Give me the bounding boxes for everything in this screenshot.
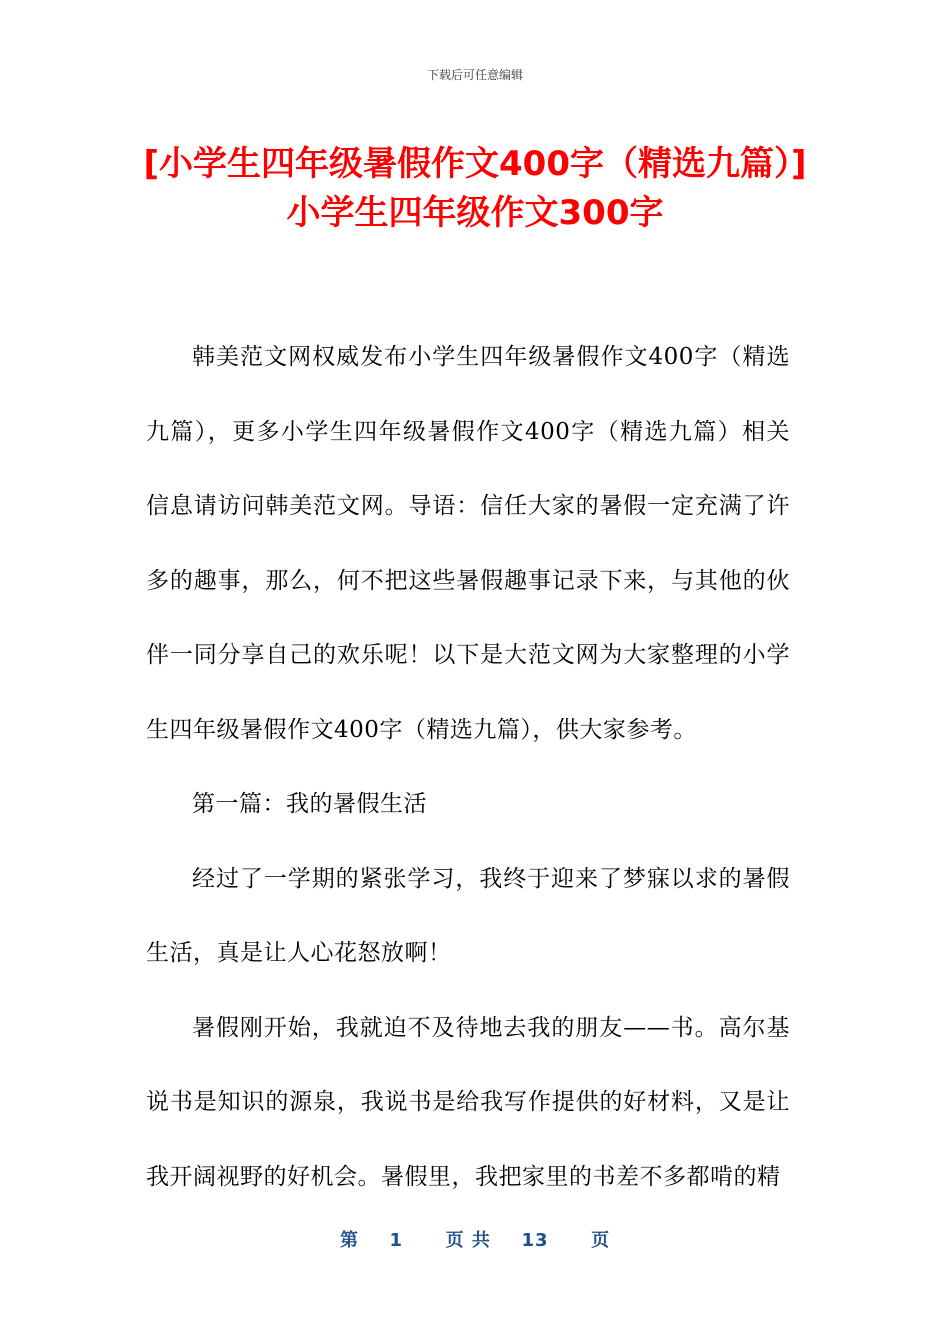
page-header-note: 下载后可任意编辑 (426, 68, 523, 82)
page-number-footer (0, 1226, 950, 1252)
document-body (146, 320, 790, 1214)
current-page-number: 1 (389, 1230, 404, 1251)
footer-middle: 页 共 (445, 1230, 491, 1251)
body-paragraph: 暑假刚开始，我就迫不及待地去我的朋友——书。高尔基说书是知识的源泉，我说书是给我写作提供的好材料，又是让我开阔视野的好机会。暑假里，我把家里的书差不多都啃的精 (146, 1014, 790, 1190)
body-paragraph: 经过了一学期的紧张学习，我终于迎来了梦寐以求的暑假生活，真是让人心花怒放啊！ (146, 865, 790, 966)
document-title: [小学生四年级暑假作文400字（精选九篇）]小学生四年级作文300字 (143, 144, 807, 233)
footer-suffix: 页 (591, 1230, 611, 1251)
total-pages-number: 13 (521, 1230, 549, 1251)
intro-paragraph: 韩美范文网权威发布小学生四年级暑假作文400字（精选九篇），更多小学生四年级暑假作文400字（精选九篇）相关信息请访问韩美范文网。导语：信任大家的暑假一定充满了许多的趣事，那么，何不把这些暑假趣事记录下来，与其他的伙伴一同分享自己的欢乐呢！以下是大范文网为大家整理的小学生四年级暑假作文400字（精选九篇），供大家参考。 (146, 344, 790, 743)
footer-prefix: 第 (339, 1230, 359, 1251)
section-heading: 第一篇：我的暑假生活 (192, 791, 427, 817)
